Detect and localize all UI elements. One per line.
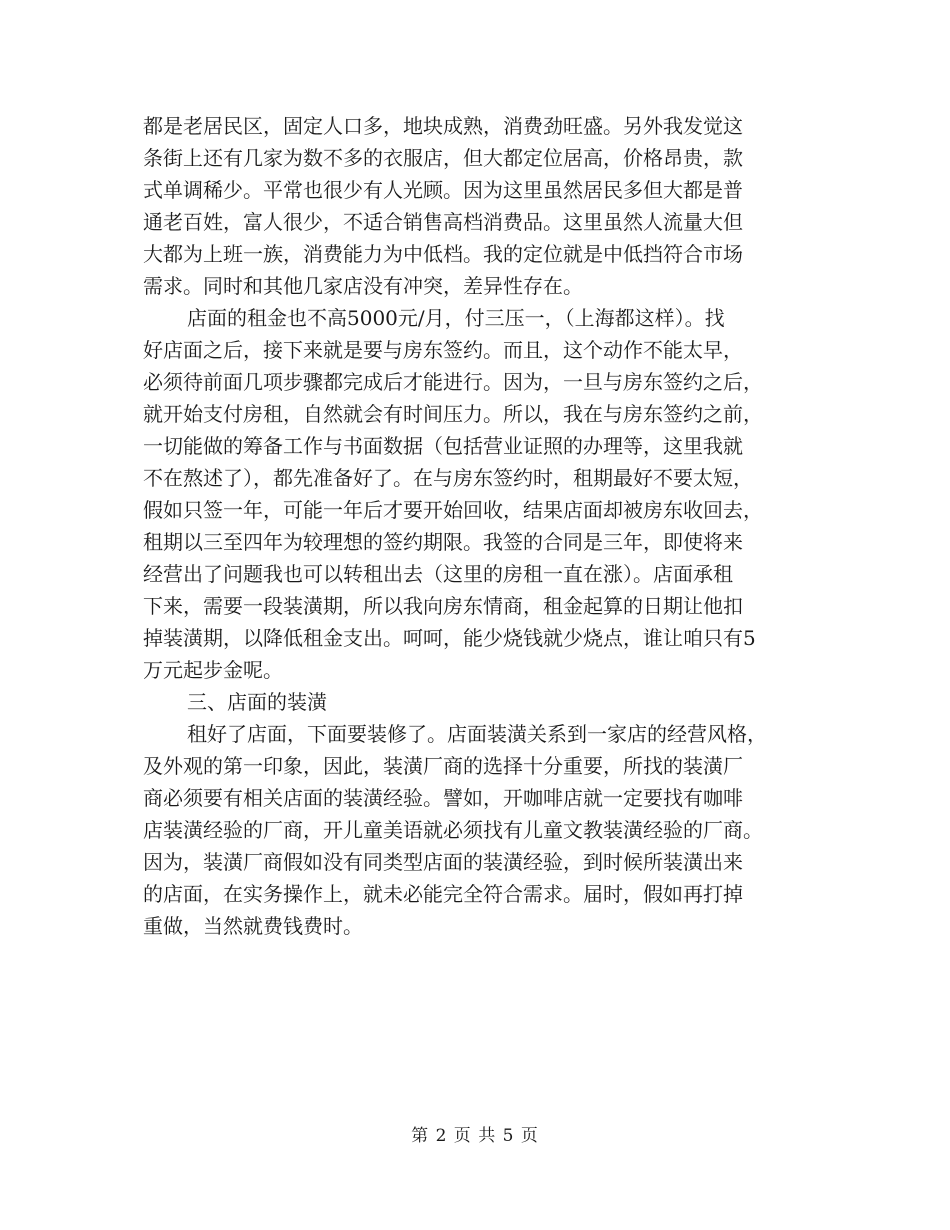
text-line: 租好了店面，下面要装修了。店面装潢关系到一家店的经营风格， <box>187 722 767 746</box>
body-text <box>143 110 808 942</box>
text-line: 掉装潢期，以降低租金支出。呵呵，能少烧钱就少烧点，谁让咱只有5 <box>143 626 756 650</box>
text-line: 商必须要有相关店面的装潢经验。譬如，开咖啡店就一定要找有咖啡 <box>143 786 743 810</box>
section-title: 三、店面的装潢 <box>187 690 327 714</box>
text-line: 式单调稀少。平常也很少有人光顾。因为这里虽然居民多但大都是普 <box>143 178 743 202</box>
section-heading <box>143 686 808 718</box>
text-line: 不在熬述了），都先准备好了。在与房东签约时，租期最好不要太短， <box>143 466 753 490</box>
text-line: 必须待前面几项步骤都完成后才能进行。因为，一旦与房东签约之后， <box>143 370 763 394</box>
text-line: 都是老居民区，固定人口多，地块成熟，消费劲旺盛。另外我发觉这 <box>143 114 743 138</box>
page-number-footer: 第 2 页 共 5 页 <box>411 1126 539 1146</box>
text-line: 重做，当然就费钱费时。 <box>143 914 363 938</box>
text-line: 的店面，在实务操作上，就未必能完全符合需求。届时，假如再打掉 <box>143 882 743 906</box>
text-line: 店装潢经验的厂商，开儿童美语就必须找有儿童文教装潢经验的厂商。 <box>143 818 763 842</box>
paragraph-3 <box>143 718 808 942</box>
paragraph-1 <box>143 110 808 302</box>
text-line: 好店面之后，接下来就是要与房东签约。而且，这个动作不能太早， <box>143 338 743 362</box>
text-line: 就开始支付房租，自然就会有时间压力。所以，我在与房东签约之前， <box>143 402 763 426</box>
text-line: 通老百姓，富人很少，不适合销售高档消费品。这里虽然人流量大但 <box>143 210 743 234</box>
text-line: 假如只签一年，可能一年后才要开始回收，结果店面却被房东收回去， <box>143 498 763 522</box>
text-line: 条街上还有几家为数不多的衣服店，但大都定位居高，价格昂贵，款 <box>143 146 743 170</box>
text-line: 店面的租金也不高5000元/月，付三压一，（上海都这样）。找 <box>187 306 725 330</box>
text-line: 经营出了问题我也可以转租出去（这里的房租一直在涨）。店面承租 <box>143 562 733 586</box>
text-line: 大都为上班一族，消费能力为中低档。我的定位就是中低挡符合市场 <box>143 242 743 266</box>
text-line: 万元起步金呢。 <box>143 658 283 682</box>
paragraph-2 <box>143 302 808 686</box>
text-line: 需求。同时和其他几家店没有冲突，差异性存在。 <box>143 274 583 298</box>
text-line: 及外观的第一印象，因此，装潢厂商的选择十分重要，所找的装潢厂 <box>143 754 743 778</box>
text-line: 下来，需要一段装潢期，所以我向房东情商，租金起算的日期让他扣 <box>143 594 743 618</box>
text-line: 一切能做的筹备工作与书面数据（包括营业证照的办理等，这里我就 <box>143 434 743 458</box>
text-line: 因为，装潢厂商假如没有同类型店面的装潢经验，到时候所装潢出来 <box>143 850 743 874</box>
text-line: 租期以三至四年为较理想的签约期限。我签的合同是三年，即使将来 <box>143 530 743 554</box>
